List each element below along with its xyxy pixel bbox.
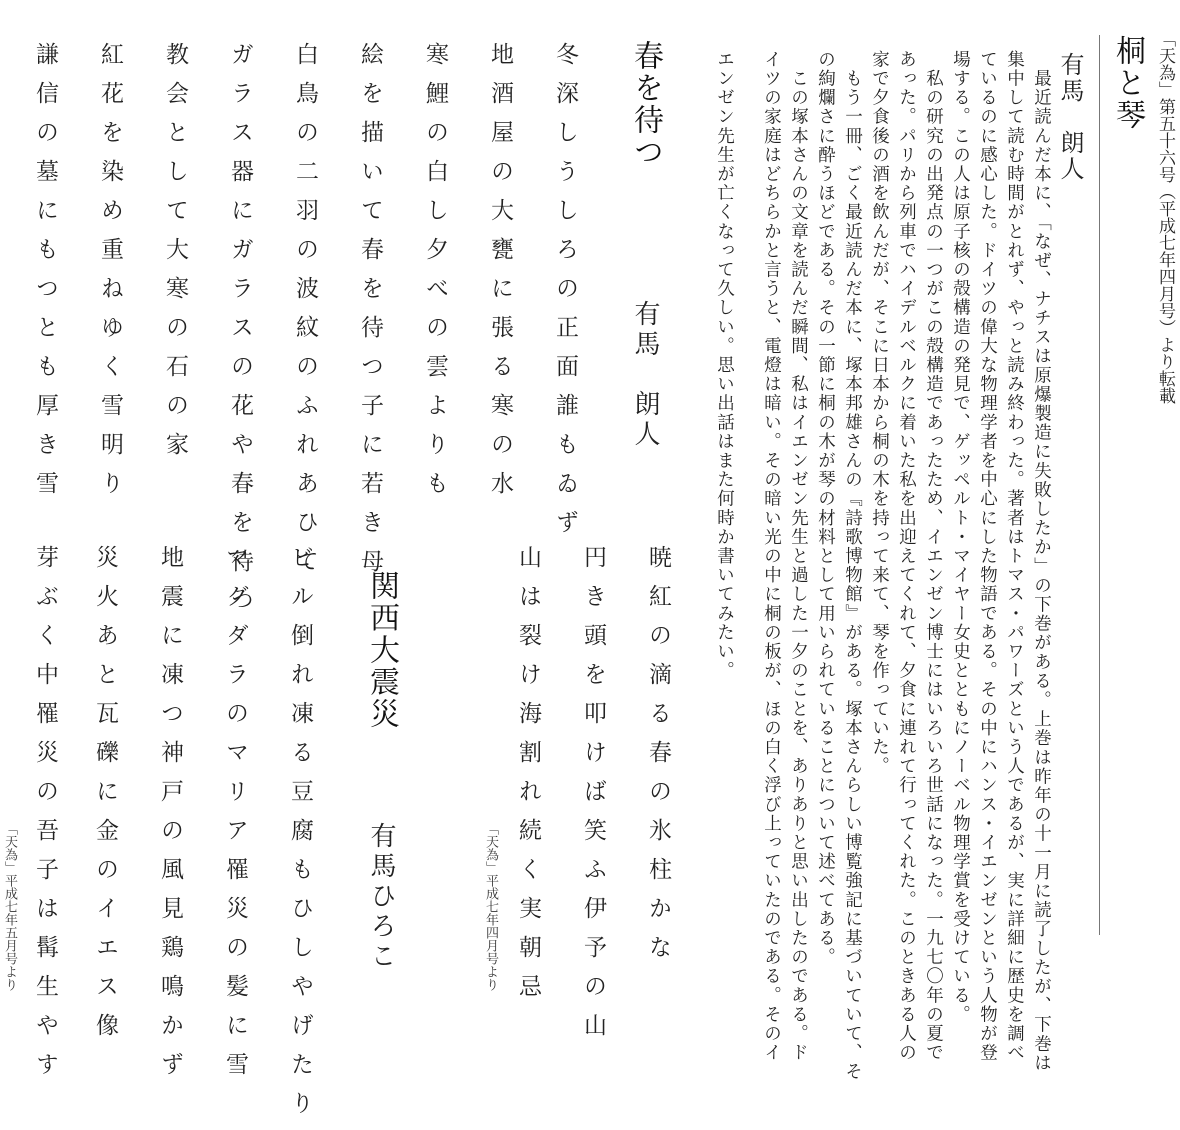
haiku-line: 円き頭を叩けば笑ふ伊予の山 <box>580 545 606 1052</box>
haiku-line: ビル倒れ凍る豆腐もひしやげたり <box>287 545 313 1130</box>
prose-line: の絢爛さに酔うほどである。その一節に桐の木が琴の材料として用いられていることについて述べてある。 <box>815 50 836 967</box>
haiku-line: 芽ぶく中罹災の吾子は髯生やす <box>32 545 58 1091</box>
haiku-line: マグダラのマリア罹災の髪に雪 <box>222 545 248 1091</box>
prose-line: イツの家庭はどちらかと言うと、電燈は暗い。その暗い光の中に桐の板が、ほの白く浮び上っていたのである。そのイ <box>761 50 782 1063</box>
poem1-author: 有馬 朗人 <box>630 300 660 450</box>
haiku-line: 山は裂け海割れ続く実朝忌 <box>515 545 541 1013</box>
haiku-line: 白鳥の二羽の波紋のふれあひて <box>292 42 318 588</box>
prose-line: 集中して読む時間がとれず、やっと読み終わった。著者はトマス・パワーズという人であるが、実に詳細に歴史を調べ <box>1004 50 1025 1063</box>
poem2-footnote: 「天為」平成七年五月号より <box>2 822 17 991</box>
article-author: 有馬 朗人 <box>1056 52 1084 182</box>
haiku-line: 地酒屋の大甕に張る寒の水 <box>487 42 513 510</box>
prose-line: エンゼン先生が亡くなって久しい。思い出話はまた何時か書いてみたい。 <box>714 50 735 681</box>
title-divider <box>1099 35 1100 935</box>
prose-line: ているのに感心した。ドイツの偉大な物理学者を中心にした物語である。その中にハンス・イエンゼンという人物が登 <box>977 50 998 1063</box>
prose-line: 場する。この人は原子核の殻構造の発見で、ゲッペルト・マイヤー女史とともにノーベル物理学賞を受けている。 <box>950 50 971 1025</box>
prose-line: もう一冊、ごく最近読んだ本に、塚本邦雄さんの『詩歌博物館』がある。塚本さんらしい博覧強記に基づいていて、そ <box>842 50 863 1082</box>
poem2-title: 関西大震災 <box>364 570 399 730</box>
poem2-author: 有馬ひろこ <box>366 822 396 972</box>
haiku-line: 絵を描いて春を待つ子に若き母 <box>357 42 383 588</box>
article-title: 桐と琴 <box>1110 35 1145 131</box>
haiku-line: 災火あと瓦礫に金のイエス像 <box>92 545 118 1052</box>
prose-line: この塚本さんの文章を読んだ瞬間、私はイエンゼン先生と過した一夕のことを、ありありと思い出したのである。ド <box>788 50 809 1063</box>
haiku-line: ガラス器にガラスの花や春を待つ <box>227 42 253 627</box>
haiku-line: 地震に凍つ神戸の風見鶏鳴かず <box>157 545 183 1091</box>
haiku-line: 教会として大寒の石の家 <box>162 42 188 471</box>
poem1-footnote: 「天為」平成七年四月号より <box>483 822 498 991</box>
poem1-title: 春を待つ <box>628 40 663 168</box>
article-source: 「天為」第五十六号（平成七年四月号）より転載 <box>1155 30 1175 404</box>
haiku-line: 紅花を染め重ねゆく雪明り <box>97 42 123 510</box>
haiku-line: 暁紅の滴る春の氷柱かな <box>645 545 671 974</box>
prose-line: あった。パリから列車でハイデルベルクに着いた私を出迎えてくれて、夕食に連れて行ってくれた。このときある人の <box>896 50 917 1063</box>
prose-line: 私の研究の出発点の一つがこの殻構造であったため、イエンゼン博士にはいろいろ世話になった。一九七〇年の夏で <box>923 50 944 1063</box>
haiku-line: 謙信の墓にもつとも厚き雪 <box>32 42 58 510</box>
prose-line: 最近読んだ本に、「なぜ、ナチスは原爆製造に失敗したか」の下巻がある。上巻は昨年の十一月に読了したが、下巻は <box>1031 50 1052 1073</box>
prose-line: 家で夕食後の酒を飲んだが、そこに日本から桐の木を持って来て、琴を作っていた。 <box>869 50 890 776</box>
haiku-line: 寒鯉の白し夕べの雲よりも <box>422 42 448 510</box>
haiku-line: 冬深しうしろの正面誰もゐず <box>552 42 578 549</box>
